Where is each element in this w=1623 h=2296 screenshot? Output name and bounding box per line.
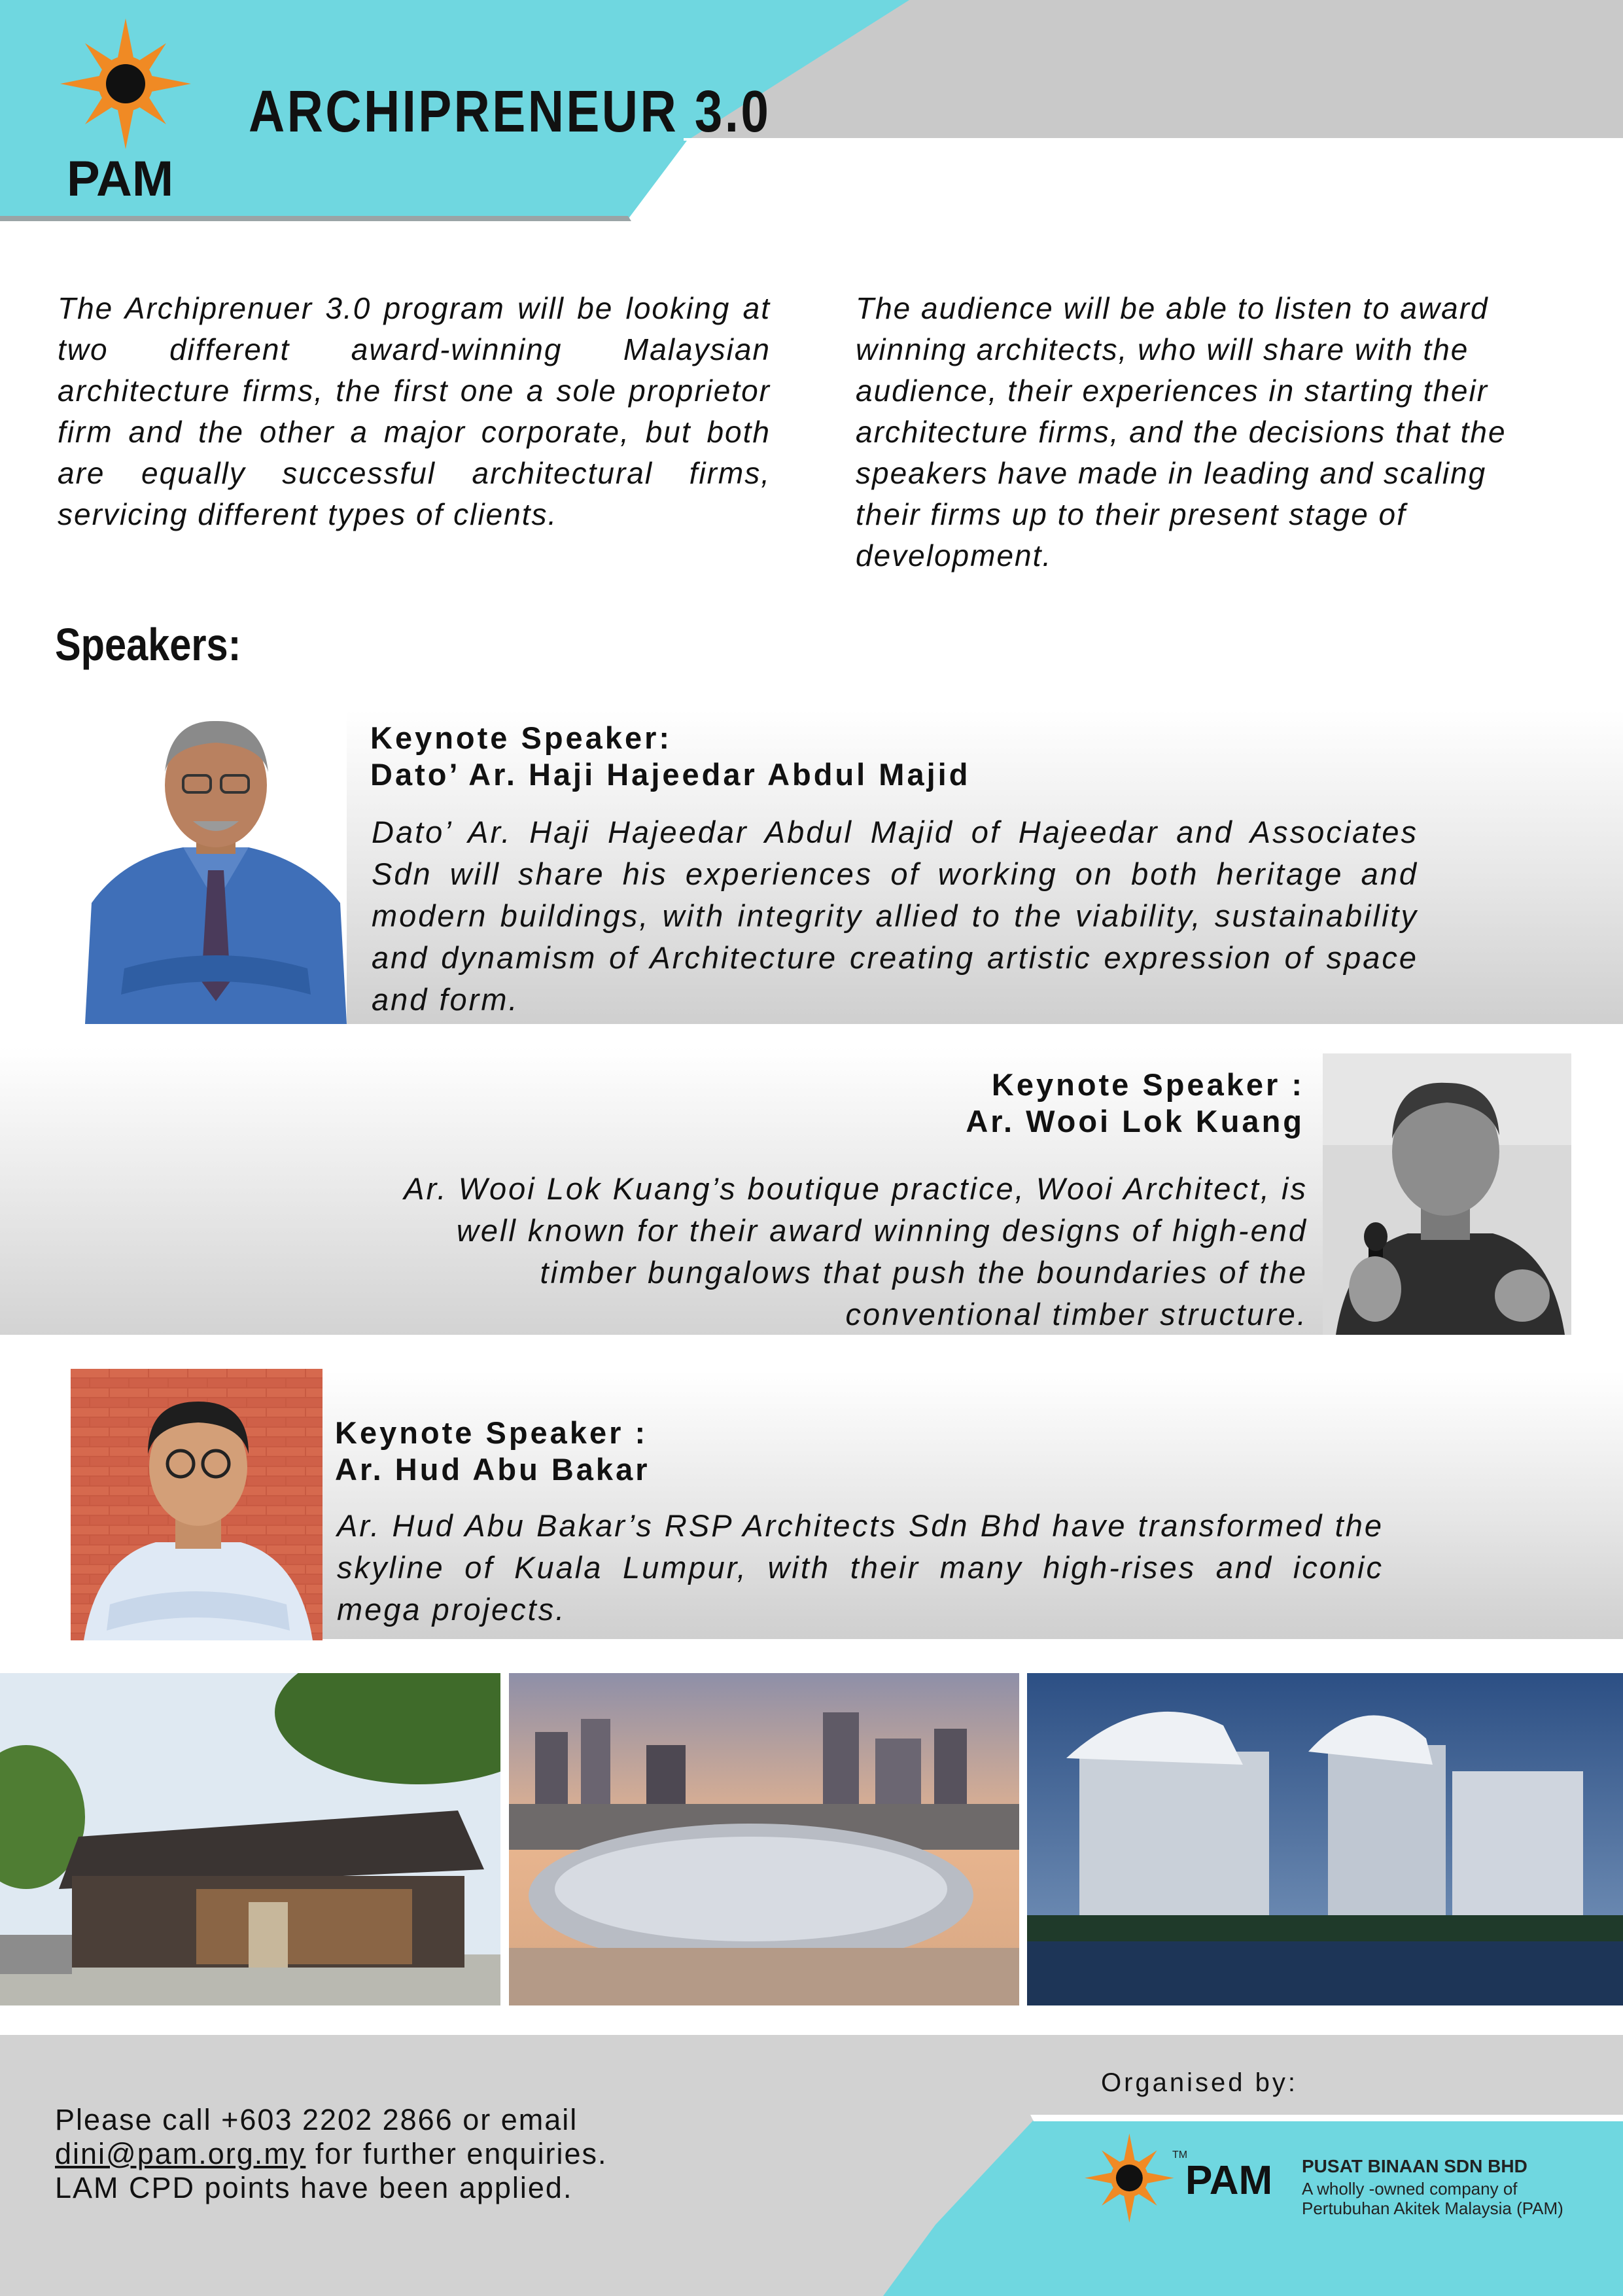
contact-line-2-rest: for further enquiries. (305, 2137, 608, 2170)
speaker-3-name: Ar. Hud Abu Bakar (335, 1452, 650, 1487)
organiser-sub-2: Pertubuhan Akitek Malaysia (PAM) (1302, 2199, 1563, 2218)
organiser-logo (1079, 2130, 1603, 2234)
speaker-2-description-line: conventional timber structure. (845, 1297, 1308, 1332)
organiser-logo-text: PAM (1185, 2158, 1273, 2203)
speaker-2-description-line: well known for their award winning designs of high-end (456, 1213, 1308, 1248)
organiser-name: PUSAT BINAAN SDN BHD (1302, 2156, 1527, 2176)
intro-right-line: their firms up to their present stage of (856, 497, 1406, 531)
intro-right-paragraph (856, 288, 1569, 576)
building-photo-3 (1027, 1673, 1623, 2005)
pam-sun-icon (1079, 2130, 1178, 2228)
pam-sun-icon (52, 16, 196, 154)
building-photo-1 (0, 1673, 500, 2005)
speakers-heading: Speakers: (55, 619, 241, 670)
contact-line-2 (55, 2137, 608, 2171)
speaker-2-name: Ar. Wooi Lok Kuang (966, 1104, 1304, 1139)
speaker-3-heading (335, 1415, 650, 1488)
speaker-1-role: Keynote Speaker: (370, 720, 672, 755)
speaker-2-heading (966, 1067, 1304, 1140)
speaker-2-description-line: timber bungalows that push the boundaries of the (540, 1255, 1308, 1290)
speaker-1-name: Dato’ Ar. Haji Hajeedar Abdul Majid (370, 757, 971, 792)
speaker-3-photo (71, 1369, 323, 1640)
intro-right-line: development. (856, 539, 1053, 573)
intro-right-line: architecture firms, and the decisions that the (856, 415, 1507, 449)
intro-right-line: The audience will be able to listen to award (856, 291, 1489, 325)
page-title: ARCHIPRENEUR 3.0 (249, 79, 771, 145)
speaker-3-description: Ar. Hud Abu Bakar’s RSP Architects Sdn Bhd have transformed the skyline of Kuala Lumpur, with their many high-rises and iconic mega projects. (337, 1508, 1384, 1627)
pam-logo (52, 16, 196, 206)
speaker-2-photo (1323, 1053, 1571, 1335)
speaker-1-photo (85, 707, 347, 1024)
pam-logo-text: PAM (67, 151, 174, 207)
intro-right-line: winning architects, who will share with the (856, 332, 1469, 366)
speaker-2-role: Keynote Speaker : (991, 1067, 1304, 1102)
building-photo-2 (509, 1673, 1019, 2005)
contact-line-1: Please call +603 2202 2866 or email (55, 2103, 578, 2136)
speaker-2-description-line: Ar. Wooi Lok Kuang’s boutique practice, Wooi Architect, is (404, 1171, 1308, 1206)
contact-info (55, 2103, 608, 2205)
intro-right-line: audience, their experiences in starting their (856, 374, 1489, 408)
header-banner (0, 0, 1623, 222)
contact-line-3: LAM CPD points have been applied. (55, 2171, 573, 2204)
intro-left-paragraph: The Archiprenuer 3.0 program will be looking at two different award-winning Malaysian architecture firms, the first one a sole proprietor firm and the other a major corporate, but both are equally successful architectural firms, servicing different types of clients. (58, 291, 771, 531)
speaker-3-role: Keynote Speaker : (335, 1415, 648, 1450)
organiser-sub-1: A wholly -owned company of (1302, 2179, 1518, 2199)
speaker-1-description: Dato’ Ar. Haji Hajeedar Abdul Majid of Hajeedar and Associates Sdn will share his experiences of working on both heritage and modern buildings, with integrity allied to the viability, sustainability and dynamism of Architecture creating artistic expression of space and form. (372, 815, 1418, 1017)
speaker-1-heading (370, 720, 970, 793)
speaker-2-description (196, 1168, 1308, 1335)
organiser-tm: TM (1172, 2149, 1188, 2161)
email-link[interactable]: dini@pam.org.my (55, 2137, 306, 2170)
intro-right-line: speakers have made in leading and scaling (856, 456, 1487, 490)
organised-by-label: Organised by: (1101, 2068, 1299, 2097)
